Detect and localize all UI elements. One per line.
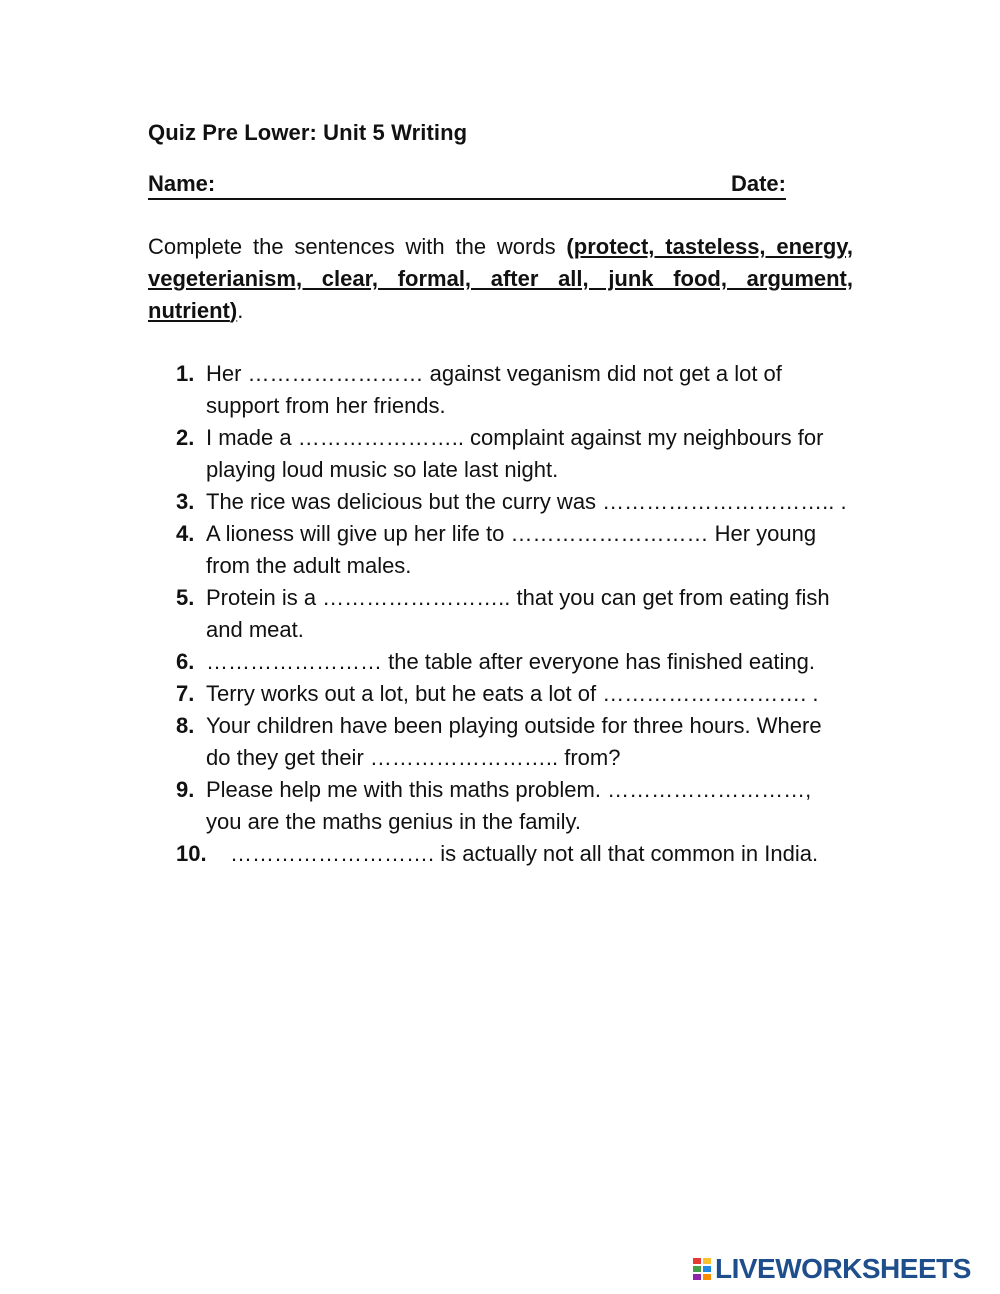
logo-text: LIVEWORKSHEETS (715, 1253, 971, 1284)
question-item (170, 518, 850, 582)
question-item (170, 358, 850, 422)
date-label: Date: (730, 171, 786, 196)
question-item (170, 838, 850, 870)
question-item (170, 422, 850, 486)
question-number: 3. (176, 489, 195, 514)
question-number: 7. (176, 681, 195, 706)
question-text: Her …………………… against veganism did not get a lot of support from her friends. (206, 361, 782, 418)
liveworksheets-logo-icon (692, 1257, 712, 1281)
word-bank-open-paren: ( (566, 234, 574, 259)
word-bank-close-paren: ) (229, 298, 238, 323)
question-item (170, 774, 850, 838)
page-title: Quiz Pre Lower: Unit 5 Writing (148, 120, 468, 145)
question-text: ………………………. is actually not all that common in India. (230, 841, 819, 866)
question-item (170, 710, 850, 774)
word-bank-list: protect, tasteless, energy, vegeterianism, clear, formal, after all, junk food, argument, nutrient (148, 234, 854, 323)
question-item (170, 646, 850, 678)
question-text: Terry works out a lot, but he eats a lot of ………………………. . (206, 681, 819, 706)
question-text: Your children have been playing outside for three hours. Where do they get their …………………….. from? (206, 713, 822, 770)
name-date-line (148, 169, 786, 200)
question-number: 6. (176, 649, 195, 674)
question-item (170, 582, 850, 646)
question-item (170, 486, 850, 518)
question-text: A lioness will give up her life to ……………………… Her young from the adult males. (206, 521, 817, 578)
question-text: …………………… the table after everyone has finished eating. (206, 649, 815, 674)
instructions-end: . (237, 298, 244, 323)
question-number: 10. (176, 841, 207, 866)
question-number: 4. (176, 521, 195, 546)
question-text: Protein is a …………………….. that you can get from eating fish and meat. (206, 585, 830, 642)
liveworksheets-logo (692, 1254, 971, 1284)
question-number: 2. (176, 425, 195, 450)
question-number: 8. (176, 713, 195, 738)
question-text: Please help me with this maths problem. ………………………, you are the maths genius in the family. (206, 777, 812, 834)
question-text: I made a ………………….. complaint against my neighbours for playing loud music so late last night. (206, 425, 824, 482)
question-number: 9. (176, 777, 195, 802)
question-list (170, 358, 850, 870)
question-item (170, 678, 850, 710)
instructions-lead: Complete the sentences with the words (148, 234, 567, 259)
question-text: The rice was delicious but the curry was ………………………….. . (206, 489, 847, 514)
instructions (148, 231, 853, 327)
name-label: Name: (148, 171, 216, 196)
question-number: 5. (176, 585, 195, 610)
question-number: 1. (176, 361, 195, 386)
